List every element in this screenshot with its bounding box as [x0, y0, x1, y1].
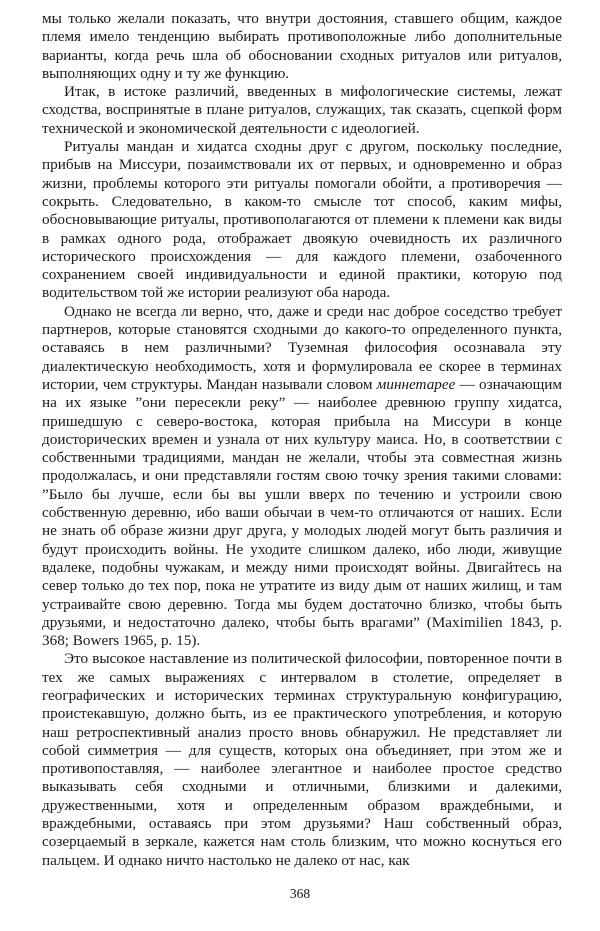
italic-term-minnetaree: миннетарее — [376, 375, 456, 393]
paragraph-good-neighborhood — [42, 303, 562, 651]
paragraph-origin-of-differences: Итак, в истоке различий, введенных в мифологические системы, лежат сходства, воспринятые в плане ритуалов, служащих, так сказать, сцепкой форм технической и экономической деятельности с идеологией. — [42, 83, 562, 137]
paragraph-text-start: Однако не всегда ли верно, что, даже и среди нас доброе соседство требует партнеров, которые становятся сходными до какого-то определенного пункта, оставаясь в нем различными? Туземная философия осознавала эту диалектическую необходимость, хотя и формулировала ее скорее в терминах истории, чем структуры. Мандан называли словом — [42, 302, 562, 393]
page-text-column — [42, 10, 562, 870]
paragraph-political-philosophy: Это высокое наставление из политической философии, повторенное почти в тех же самых выражениях с интервалом в столетие, определяет в географических и исторических терминах структуральную конфигурацию, проистекавшую, должно быть, из ее практического употребления, и которую наш ретроспективный анализ просто вновь обнаружил. Не представляет ли собой симметрия — для существ, которых она объединяет, при этом же и противопоставляя, — наиболее элегантное и наиболее простое средство выказывать себя сходными и отличными, близкими и далекими, дружественными, хотя и определенным образом враждебными, и враждебными, оставаясь при этом друзьями? Наш собственный образ, созерцаемый в зеркале, кажется нам столь близким, что можно коснуться его пальцем. И однако ничто настолько не далеко от нас, как — [42, 650, 562, 869]
paragraph-mandan-hidatsa-rituals: Ритуалы мандан и хидатса сходны друг с другом, поскольку последние, прибыв на Миссури, позаимствовали их от первых, и одновременно и образ жизни, проблемы которого эти ритуалы помогали обойти, а противоречия — сокрыть. Следовательно, в каком-то смысле тот способ, каким мифы, обосновывающие ритуалы, противополагаются от племени к племени как виды в рамках одного рода, отображает двоякую очевидность их различного исторического происхождения — для каждого племени, озабоченного сохранением своей индивидуальности и единой практики, которую под водительством той же истории реализуют оба народа. — [42, 138, 562, 302]
page-number: 368 — [289, 886, 311, 901]
paragraph-text-end: — означающим на их языке ”они пересекли реку” — наиболее древнюю группу хидатса, пришедшую с северо-востока, которая прибыла на Миссури в конце доисторических времен и узнала от них культуру маиса. Но, в соответствии с собственными традициями, мандан не желали, чтобы эта совместная жизнь продолжалась, и они представляли гостям свою точку зрения такими словами: ”Было бы лучше, если бы вы ушли вверх по течению и устроили свою собственную деревню, ибо ваши обычаи в чем-то отличаются от наших. Если не знать об образе жизни друг друга, у молодых людей могут быть различия и будут происходить войны. Не уходите слишком далеко, ибо люди, живущие вдалеке, подобны чужакам, и между ними происходят войны. Двигайтесь на север только до тех пор, пока не утратите из виду дым от наших жилищ, и там устраивайте свою деревню. Тогда мы будем достаточно близко, чтобы быть друзьями, и недостаточно далеко, чтобы быть врагами” (Maximilien 1843, p. 368; Bowers 1965, p. 15). — [42, 375, 562, 650]
paragraph-continuation: мы только желали показать, что внутри достояния, ставшего общим, каждое племя имело тенденцию выбирать противоположные либо дополнительные варианты, когда речь шла об обосновании сходных ритуалов или ритуалов, выполняющих одну и ту же функцию. — [42, 10, 562, 82]
